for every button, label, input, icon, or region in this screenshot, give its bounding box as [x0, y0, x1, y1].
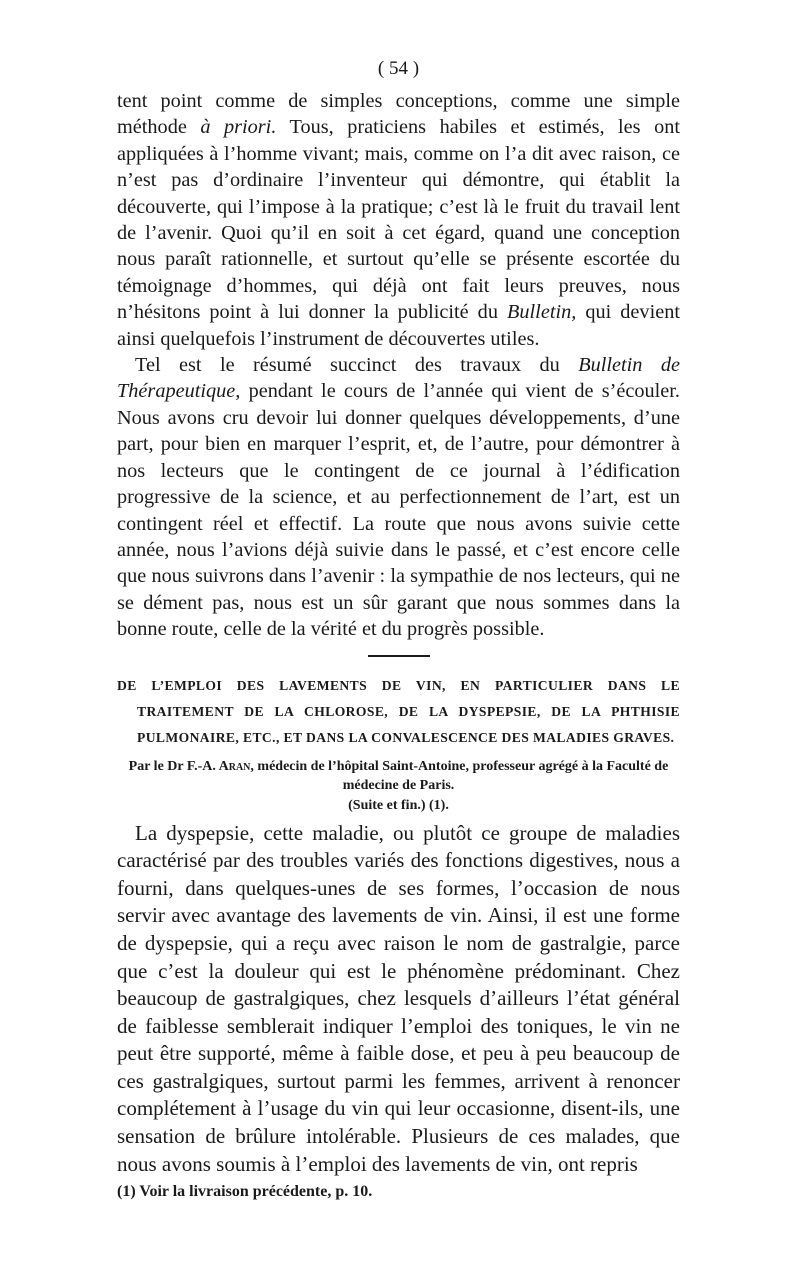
- italic-text: à priori.: [200, 116, 277, 139]
- article-title: DE L’EMPLOI DES LAVEMENTS DE VIN, EN PARTICULIER DANS LE TRAITEMENT DE LA CHLOROSE, DE LA DYSPEPSIE, DE LA PHTHISIE PULMONAIRE, ETC., ET DANS LA CONVALESCENCE DES MALADIES GRAVES.: [117, 677, 680, 745]
- text-span: qui devient ainsi quelquefois l’instrument de découvertes utiles.: [117, 301, 680, 350]
- article-byline: [117, 757, 680, 795]
- italic-text: Bulletin de Thérapeutique,: [117, 354, 680, 403]
- paragraph-summary: [117, 352, 680, 642]
- page: [117, 58, 680, 1201]
- byline-affiliation: médecin de l’hôpital Saint-Antoine, professeur agrégé à la Faculté de médecine de Paris.: [253, 758, 669, 793]
- paragraph-continuation: [117, 88, 680, 352]
- byline-prefix: Par le Dr: [128, 758, 187, 774]
- text-span: Tel est le résumé succinct des travaux du: [135, 354, 579, 377]
- text-span: pendant le cours de l’année qui vient de s’écouler. Nous avons cru devoir lui donner quelques développements, d’une part, pour bien en marquer l’esprit, et, de l’autre, pour démontrer à nos lecteurs que le contingent de ce journal à l’édification progressive de la science, et au perfectionnement de l’art, est un contingent réel et effectif. La route que nous avons suivie cette année, nous l’avions déjà suivie dans le passé, et c’est encore celle que nous suivrons dans l’avenir : la sympathie de nos lecteurs, qui ne se dément pas, nous est un sûr garant que nous sommes dans la bonne route, celle de la vérité et du progrès possible.: [117, 380, 680, 641]
- section-divider: [368, 655, 430, 657]
- text-span: Tous, praticiens habiles et estimés, les ont appliquées à l’homme vivant; mais, comme on l’a dit avec raison, ce n’est pas d’ordinaire l’inventeur qui démontre, qui établit la découverte, qui l’impose à la pratique; c’est là le fruit du travail lent de l’avenir. Quoi qu’il en soit à cet égard, quand une conception nous paraît rationnelle, et surtout qu’elle se présente escortée du témoignage d’hommes, qui déjà ont fait leurs preuves, nous n’hésitons point à lui donner la publicité du: [117, 116, 680, 324]
- italic-text: Bulletin,: [507, 301, 577, 324]
- footnote: (1) Voir la livraison précédente, p. 10.: [117, 1183, 373, 1201]
- text-span: tent point comme de simples conceptions, comme une simple méthode: [117, 90, 680, 139]
- article-body: La dyspepsie, cette maladie, ou plutôt ce groupe de maladies caractérisé par des troubles variés des fonctions digestives, nous a fourni, dans quelques-unes de ses formes, l’occasion de nous servir avec avantage des lavements de vin. Ainsi, il est une forme de dyspepsie, qui a reçu avec raison le nom de gastralgie, parce que c’est la douleur qui est le phénomène prédominant. Chez beaucoup de gastralgiques, chez lesquels d’ailleurs l’état général de faiblesse semblerait indiquer l’emploi des toniques, le vin ne peut être supporté, même à faible dose, et peu à peu beaucoup de ces gastralgiques, surtout parmi les femmes, arrivent à renoncer complétement à l’usage du vin qui leur occasionne, disent-ils, une sensation de brûlure intolérable. Plusieurs de ces malades, que nous avons soumis à l’emploi des lavements de vin, ont repris: [117, 820, 680, 1176]
- continuation-note: (Suite et fin.) (1).: [348, 797, 449, 813]
- author-name: F.-A. Aran,: [186, 758, 254, 774]
- page-number: ( 54 ): [377, 58, 420, 79]
